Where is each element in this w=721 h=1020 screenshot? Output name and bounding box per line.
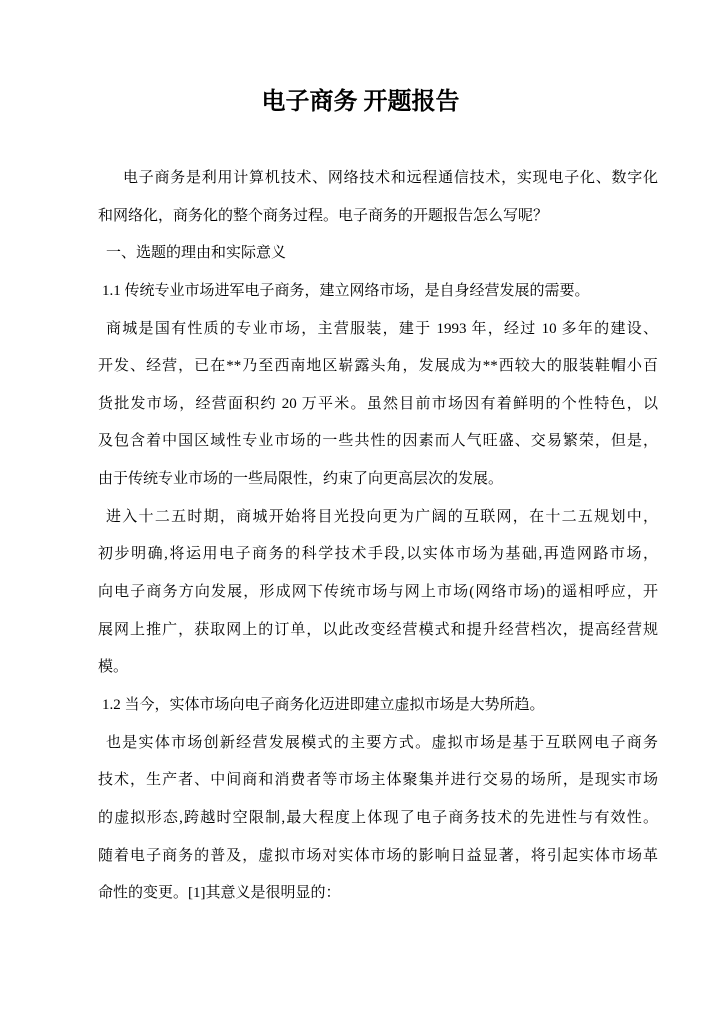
text-line: 随着电子商务的普及，虚拟市场对实体市场的影响日益显著，将引起实体市场革 — [98, 847, 658, 864]
section-heading: 一、选题的理由和实际意义 — [106, 245, 287, 262]
text-line: 技术，生产者、中间商和消费者等市场主体聚集并进行交易的场所，是现实市场 — [98, 772, 658, 789]
text-line: 的虚拟形态,跨越时空限制,最大程度上体现了电子商务技术的先进性与有效性。 — [98, 809, 658, 826]
text-line: 初步明确,将运用电子商务的科学技术手段,以实体市场为基础,再造网路市场， — [98, 546, 658, 563]
text-line: 也是实体市场创新经营发展模式的主要方式。虚拟市场是基于互联网电子商务 — [106, 734, 658, 751]
text-line: 进入十二五时期，商城开始将目光投向更为广阔的互联网，在十二五规划中， — [106, 508, 658, 525]
document-body — [98, 160, 658, 913]
subsection-heading: 1.1 传统专业市场进军电子商务，建立网络市场，是自身经营发展的需要。 — [102, 282, 590, 299]
text-line: 货批发市场，经营面积约 20 万平米。虽然目前市场因有着鲜明的个性特色，以 — [98, 395, 658, 412]
text-line: 由于传统专业市场的一些局限性，约束了向更高层次的发展。 — [98, 471, 504, 488]
text-line: 和网络化，商务化的整个商务过程。电子商务的开题报告怎么写呢？ — [98, 207, 549, 224]
text-line: 命性的变更。[1]其意义是很明显的： — [98, 885, 341, 902]
subsection-heading: 1.2 当今，实体市场向电子商务化迈进即建立虚拟市场是大势所趋。 — [102, 696, 545, 713]
text-line: 商城是国有性质的专业市场，主营服装，建于 1993 年，经过 10 多年的建设、 — [106, 320, 658, 337]
text-line: 展网上推广，获取网上的订单，以此改变经营模式和提升经营档次，提高经营规 — [98, 621, 658, 638]
text-line: 开发、经营，已在**乃至西南地区崭露头角，发展成为**西较大的服装鞋帽小百 — [98, 358, 658, 375]
text-line: 及包含着中国区域性专业市场的一些共性的因素而人气旺盛、交易繁荣，但是， — [98, 433, 658, 450]
text-line: 向电子商务方向发展，形成网下传统市场与网上市场(网络市场)的遥相呼应，开 — [98, 584, 658, 601]
text-line: 电子商务是利用计算机技术、网络技术和远程通信技术，实现电子化、数字化 — [123, 170, 658, 186]
text-line: 模。 — [98, 659, 129, 676]
document-title: 电子商务 开题报告 — [261, 89, 460, 115]
